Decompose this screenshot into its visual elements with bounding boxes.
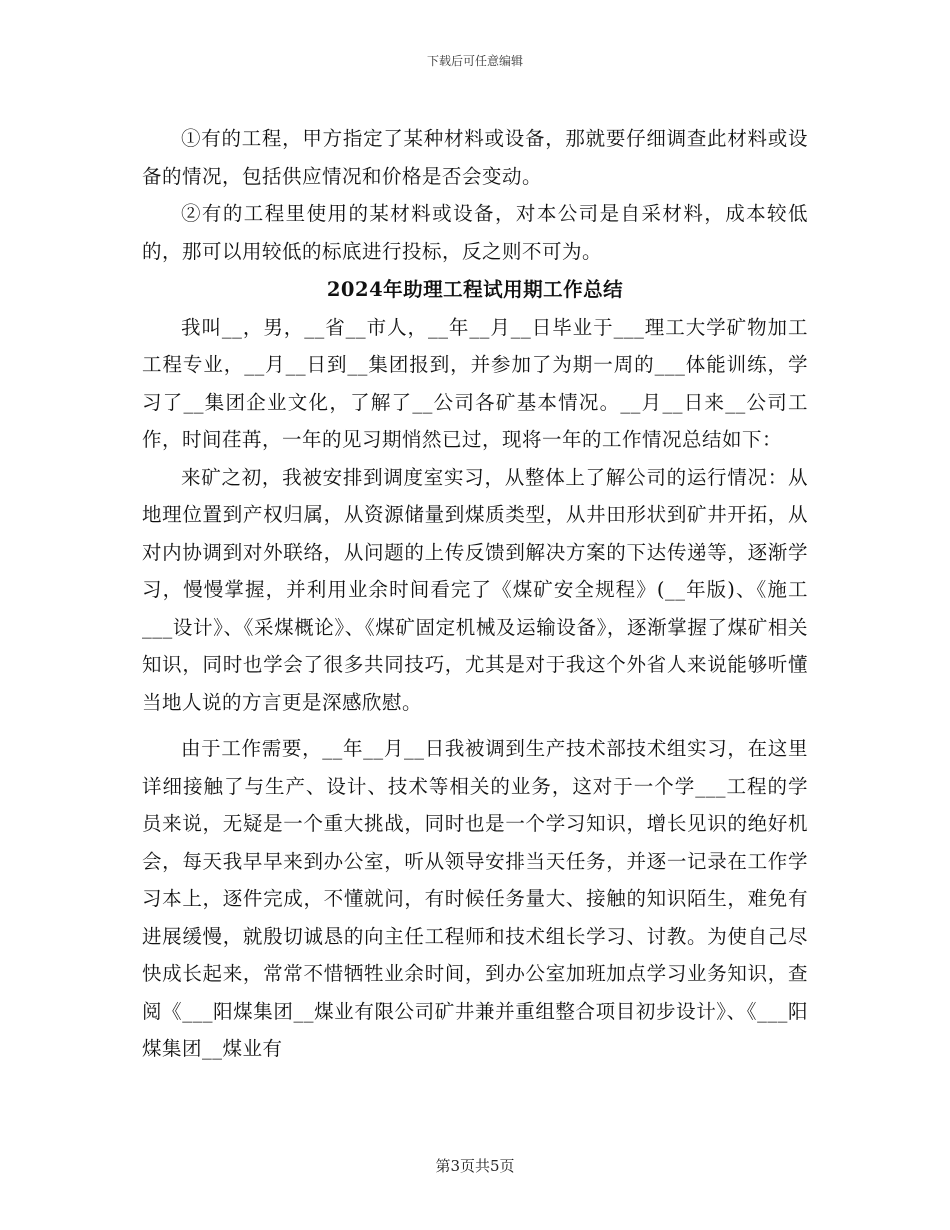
header-note: 下载后可任意编辑: [426, 54, 523, 68]
body-paragraph-1: 我叫__，男，__省__市人，__年__月__日毕业于___理工大学矿物加工工程专业，__月__日到__集团报到，并参加了为期一周的___体能训练，学习了__集团企业文化，了解了__公司各矿基本情况。__月__日来__公司工作，时间荏苒，一年的见习期悄然已过，现将一年的工作情况总结如下：: [142, 315, 808, 451]
page-number: 第3页共5页: [435, 1157, 515, 1175]
section-title: 2024年助理工程试用期工作总结: [326, 278, 624, 301]
paragraph-item-1: ①有的工程，甲方指定了某种材料或设备，那就要仔细调查此材料或设备的情况，包括供应情况和价格是否会变动。: [142, 127, 808, 188]
document-body: [142, 120, 808, 1068]
body-paragraph-3: 由于工作需要，__年__月__日我被调到生产技术部技术组实习，在这里详细接触了与生产、设计、技术等相关的业务，这对于一个学___工程的学员来说，无疑是一个重大挑战，同时也是一个学习知识，增长见识的绝好机会，每天我早早来到办公室，听从领导安排当天任务，并逐一记录在工作学习本上，逐件完成，不懂就问，有时候任务量大、接触的知识陌生，难免有进展缓慢，就殷切诚恳的向主任工程师和技术组长学习、讨教。为使自己尽快成长起来，常常不惜牺牲业余时间，到办公室加班加点学习业务知识，查阅《___阳煤集团__煤业有限公司矿井兼并重组整合项目初步设计》、《___阳煤集团__煤业有: [142, 737, 808, 1060]
paragraph-item-2: ②有的工程里使用的某材料或设备，对本公司是自采材料，成本较低的，那可以用较低的标底进行投标，反之则不可为。: [142, 202, 808, 263]
body-paragraph-2: 来矿之初，我被安排到调度室实习，从整体上了解公司的运行情况：从地理位置到产权归属，从资源储量到煤质类型，从井田形状到矿井开拓，从对内协调到对外联络，从问题的上传反馈到解决方案的下达传递等，逐渐学习，慢慢掌握，并利用业余时间看完了《煤矿安全规程》(__年版)、《施工___设计》、《采煤概论》、《煤矿固定机械及运输设备》，逐渐掌握了煤矿相关知识，同时也学会了很多共同技巧，尤其是对于我这个外省人来说能够听懂当地人说的方言更是深感欣慰。: [142, 465, 808, 714]
